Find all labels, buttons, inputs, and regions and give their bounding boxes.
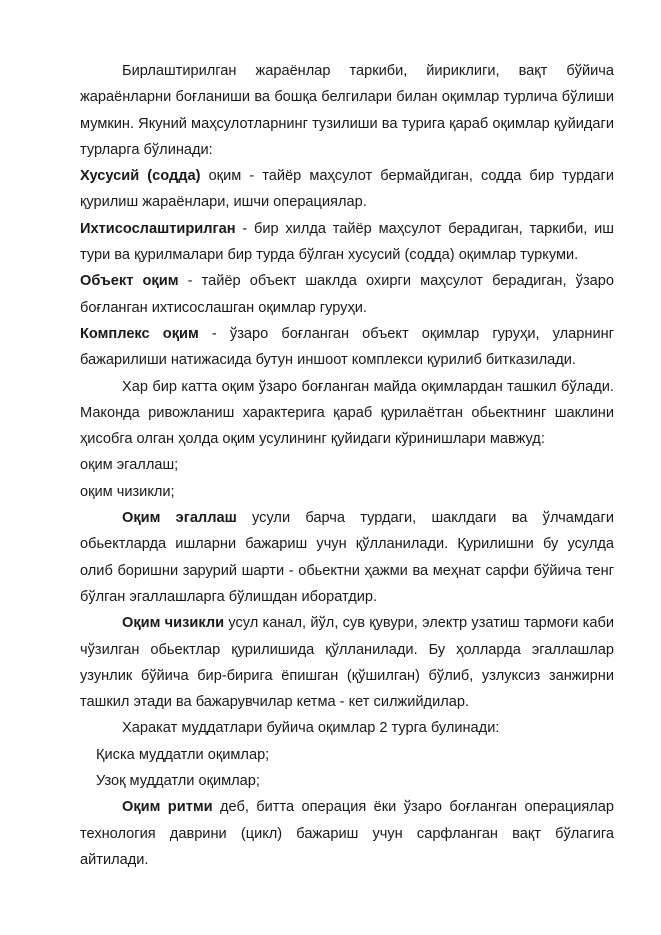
term-private-flow: Хусусий (содда)	[80, 168, 201, 185]
term-specialized-flow: Ихтисослаштирилган	[80, 220, 236, 237]
definition-linear-method: усул канал, йўл, сув қувури, электр узатиш тармоғи каби чўзилган обьектлар қурилишида қўлланилади. Бу ҳолларда эгаллашлар узунлик бўйича бир-бирига ёпишган (қўшилган) бўлиб, узлуксиз занжирни ташкил этади ва бажарувчилар кетма - кет силжийдилар.	[80, 615, 614, 711]
paragraph-duration-types: Харакат муддатлари буйича оқимлар 2 турга булинади:	[122, 720, 500, 737]
paragraph-occupying-method	[80, 505, 614, 610]
definition-object-flow: - тайёр объект шаклда охирги маҳсулот берадиган, ўзаро боғланган ихтисослашган оқимлар гуруҳи.	[80, 273, 615, 316]
list-item-short-term: Қиска муддатли оқимлар;	[96, 746, 270, 763]
definition-private-flow: оқим - тайёр маҳсулот бермайдиган, содда бир турдаги қурилиш жараёнлари, ишчи операциялар.	[80, 168, 614, 211]
definition-flow-rhythm: деб, битта операция ёки ўзаро боғланган операциялар технология даврини (цикл) бажариш учун сарфланган вақт бўлагига айтилади.	[80, 799, 615, 868]
paragraph-complex-flow	[80, 321, 614, 374]
paragraph-specialized-flow	[80, 216, 614, 269]
term-linear-method: Оқим чизикли	[122, 615, 225, 632]
list-item-long-term: Узоқ муддатли оқимлар;	[96, 773, 260, 790]
paragraph-linear-method	[80, 610, 614, 715]
definition-occupying-method: усули барча турдаги, шаклдаги ва ўлчамдаги обьектларда ишларни бажариш учун қўлланилади. Қурилишни бу усулда олиб боришни зарурий шарти - обьектни ҳажми ва меҳнат сарфи бўйича тенг бўлган эгаллашларга бўлишдан иборатдир.	[80, 510, 615, 605]
term-object-flow: Объект оқим	[80, 273, 179, 290]
paragraph-flow-rhythm	[80, 794, 614, 873]
term-complex-flow: Комплекс оқим	[80, 325, 199, 342]
term-occupying-method: Оқим эгаллаш	[122, 510, 237, 527]
paragraph-intro: Бирлаштирилган жараёнлар таркиби, йириклиги, вақт бўйича жараёнларни бoғланиши ва бошқа белгилари билан оқимлар турлича бўлиши мумкин. Якуний маҳсулотларнинг тузилиши ва турига қараб оқимлар қуйидаги турларга бўлинади:	[80, 63, 614, 158]
list-item-occupying: оқим эгаллаш;	[80, 457, 179, 474]
list-item-linear: оқим чизикли;	[80, 483, 175, 500]
document-page	[80, 58, 614, 873]
definition-complex-flow: - ўзаро боғланган объект оқимлар гуруҳи, уларнинг бажарилиши натижасида бутун иншоот комплекси қурилиб битказилади.	[80, 325, 614, 369]
paragraph-flow-forms: Хар бир катта оқим ўзаро боғланган майда оқимлардан ташкил бўлади. Маконда ривожланиш характерига қараб қурилаётган обьектнинг шаклини ҳисобга олган ҳолда оқим усулининг қуйидаги кўринишлари мавжуд:	[80, 378, 614, 448]
definition-specialized-flow: - бир хилда тайёр маҳсулот берадиган, таркиби, иш тури ва қурилмалари бир турда бўлган хусусий (содда) оқимлар туркуми.	[80, 220, 614, 264]
paragraph-private-flow	[80, 163, 614, 216]
term-flow-rhythm: Оқим ритми	[122, 799, 213, 816]
paragraph-object-flow	[80, 268, 614, 321]
